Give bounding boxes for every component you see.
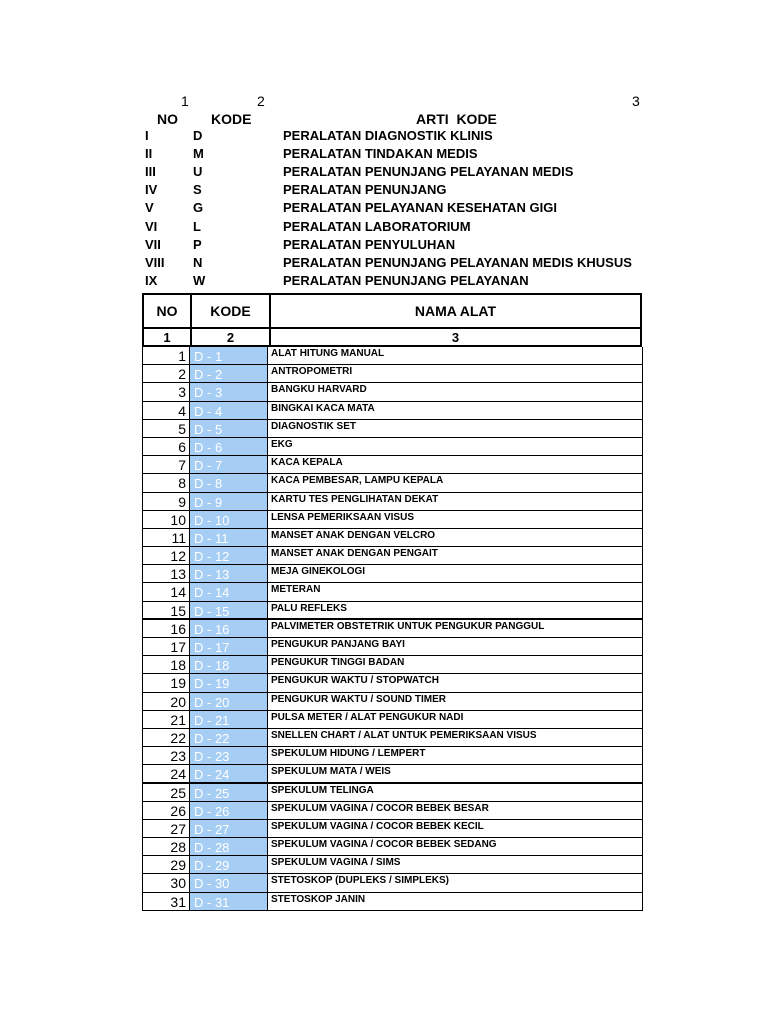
row-code: D - 13 — [190, 565, 267, 583]
row-equipment-name: PENGUKUR TINGGI BADAN — [268, 656, 643, 674]
row-code: D - 10 — [190, 511, 267, 529]
row-number: 7 — [142, 456, 189, 474]
legend-description: PERALATAN PENUNJANG — [283, 182, 447, 198]
row-code: D - 23 — [190, 747, 267, 765]
row-equipment-name: PALU REFLEKS — [268, 602, 643, 620]
row-equipment-name: LENSA PEMERIKSAAN VISUS — [268, 511, 643, 529]
legend-roman: III — [145, 164, 156, 180]
table-row — [142, 656, 643, 674]
row-equipment-name: SPEKULUM VAGINA / COCOR BEBEK BESAR — [268, 802, 643, 820]
legend-row — [0, 200, 768, 218]
legend-description: PERALATAN PELAYANAN KESEHATAN GIGI — [283, 200, 557, 216]
row-number: 9 — [142, 493, 189, 511]
row-number: 28 — [142, 838, 189, 856]
table-row — [142, 420, 643, 438]
legend-roman: VII — [145, 236, 161, 252]
legend-row — [0, 237, 768, 255]
row-code: D - 28 — [190, 838, 267, 856]
legend-header-kode: KODE — [211, 111, 252, 127]
row-number: 23 — [142, 747, 189, 765]
table-row — [142, 820, 643, 838]
table-row — [142, 620, 643, 638]
table-row — [142, 438, 643, 456]
legend-row — [0, 273, 768, 291]
row-number: 18 — [142, 656, 189, 674]
table-row — [142, 493, 643, 511]
legend-description: PERALATAN PENYULUHAN — [283, 236, 456, 252]
row-number: 20 — [142, 693, 189, 711]
legend-description: PERALATAN LABORATORIUM — [283, 218, 471, 234]
row-code: D - 2 — [190, 365, 267, 383]
row-code: D - 3 — [190, 383, 267, 401]
row-equipment-name: STETOSKOP (DUPLEKS / SIMPLEKS) — [268, 874, 643, 892]
row-number: 14 — [142, 583, 189, 601]
table-row — [142, 402, 643, 420]
row-code: D - 26 — [190, 802, 267, 820]
legend-row — [0, 182, 768, 200]
row-number: 31 — [142, 893, 189, 911]
table-row — [142, 856, 643, 874]
row-number: 26 — [142, 802, 189, 820]
table-row — [142, 347, 643, 365]
row-equipment-name: PENGUKUR PANJANG BAYI — [268, 638, 643, 656]
legend-code: G — [193, 200, 204, 216]
table-row — [142, 784, 643, 802]
row-code: D - 18 — [190, 656, 267, 674]
row-number: 25 — [142, 784, 189, 802]
row-code: D - 5 — [190, 420, 267, 438]
table-row — [142, 383, 643, 401]
table-row — [142, 729, 643, 747]
row-equipment-name: KACA PEMBESAR, LAMPU KEPALA — [268, 474, 643, 492]
row-equipment-name: BANGKU HARVARD — [268, 383, 643, 401]
legend-row — [0, 164, 768, 182]
legend-code: S — [193, 182, 202, 198]
legend-roman: VIII — [145, 254, 165, 270]
row-code: D - 15 — [190, 602, 267, 620]
table-row — [142, 674, 643, 692]
row-equipment-name: PENGUKUR WAKTU / STOPWATCH — [268, 674, 643, 692]
legend-code: N — [193, 254, 203, 270]
row-number: 3 — [142, 383, 189, 401]
table-row — [142, 565, 643, 583]
legend-roman: II — [145, 146, 153, 162]
row-code: D - 29 — [190, 856, 267, 874]
legend-description: PERALATAN PENUNJANG PELAYANAN MEDIS — [283, 164, 574, 180]
row-equipment-name: KARTU TES PENGLIHATAN DEKAT — [268, 493, 643, 511]
table-row — [142, 747, 643, 765]
row-divider — [142, 910, 643, 911]
row-code: D - 4 — [190, 402, 267, 420]
row-equipment-name: SPEKULUM HIDUNG / LEMPERT — [268, 747, 643, 765]
row-code: D - 1 — [190, 347, 267, 365]
legend-code: U — [193, 164, 203, 180]
row-equipment-name: SNELLEN CHART / ALAT UNTUK PEMERIKSAAN VISUS — [268, 729, 643, 747]
row-number: 17 — [142, 638, 189, 656]
row-number: 27 — [142, 820, 189, 838]
legend-row — [0, 146, 768, 164]
row-equipment-name: SPEKULUM VAGINA / COCOR BEBEK KECIL — [268, 820, 643, 838]
row-number: 11 — [142, 529, 189, 547]
column-number-2: 2 — [257, 93, 265, 109]
row-equipment-name: METERAN — [268, 583, 643, 601]
legend-row — [0, 128, 768, 146]
row-equipment-name: PALVIMETER OBSTETRIK UNTUK PENGUKUR PANGGUL — [268, 620, 643, 638]
legend-header-no: NO — [157, 111, 178, 127]
row-equipment-name: SPEKULUM VAGINA / SIMS — [268, 856, 643, 874]
row-equipment-name: MANSET ANAK DENGAN VELCRO — [268, 529, 643, 547]
row-equipment-name: ALAT HITUNG MANUAL — [268, 347, 643, 365]
legend-code: W — [193, 272, 206, 288]
row-equipment-name: BINGKAI KACA MATA — [268, 402, 643, 420]
row-number: 5 — [142, 420, 189, 438]
table-subheader-kode: 2 — [226, 329, 235, 345]
row-number: 19 — [142, 674, 189, 692]
row-equipment-name: KACA KEPALA — [268, 456, 643, 474]
legend-description: PERALATAN DIAGNOSTIK KLINIS — [283, 128, 493, 143]
row-code: D - 25 — [190, 784, 267, 802]
legend-description: PERALATAN TINDAKAN MEDIS — [283, 146, 478, 162]
table-row — [142, 711, 643, 729]
row-equipment-name: EKG — [268, 438, 643, 456]
row-code: D - 14 — [190, 583, 267, 601]
row-number: 13 — [142, 565, 189, 583]
table-row — [142, 874, 643, 892]
row-code: D - 17 — [190, 638, 267, 656]
table-row — [142, 893, 643, 911]
row-code: D - 31 — [190, 893, 267, 911]
row-equipment-name: ANTROPOMETRI — [268, 365, 643, 383]
row-equipment-name: MANSET ANAK DENGAN PENGAIT — [268, 547, 643, 565]
legend-code: M — [193, 146, 204, 162]
table-row — [142, 511, 643, 529]
table-header-kode: KODE — [210, 303, 251, 319]
legend-code: L — [193, 218, 201, 234]
row-code: D - 30 — [190, 874, 267, 892]
row-code: D - 9 — [190, 493, 267, 511]
row-equipment-name: MEJA GINEKOLOGI — [268, 565, 643, 583]
row-code: D - 24 — [190, 765, 267, 783]
table-row — [142, 693, 643, 711]
table-row — [142, 529, 643, 547]
row-number: 22 — [142, 729, 189, 747]
row-equipment-name: PULSA METER / ALAT PENGUKUR NADI — [268, 711, 643, 729]
legend-roman: I — [145, 128, 149, 143]
legend-code: D — [193, 128, 203, 143]
table-header — [142, 293, 642, 347]
legend-roman: V — [145, 200, 154, 216]
row-equipment-name: STETOSKOP JANIN — [268, 893, 643, 911]
row-number: 4 — [142, 402, 189, 420]
row-number: 24 — [142, 765, 189, 783]
legend-roman: IX — [145, 272, 158, 288]
column-number-1: 1 — [181, 93, 189, 109]
row-equipment-name: SPEKULUM MATA / WEIS — [268, 765, 643, 783]
row-equipment-name: SPEKULUM VAGINA / COCOR BEBEK SEDANG — [268, 838, 643, 856]
row-number: 21 — [142, 711, 189, 729]
row-number: 29 — [142, 856, 189, 874]
table-row — [142, 802, 643, 820]
legend-description: PERALATAN PENUNJANG PELAYANAN MEDIS KHUSUS — [283, 254, 632, 270]
table-row — [142, 474, 643, 492]
table-row — [142, 456, 643, 474]
legend-row — [0, 219, 768, 237]
legend-code: P — [193, 236, 202, 252]
table-header-nama: NAMA ALAT — [414, 303, 497, 319]
row-number: 16 — [142, 620, 189, 638]
row-number: 6 — [142, 438, 189, 456]
row-code: D - 7 — [190, 456, 267, 474]
row-code: D - 8 — [190, 474, 267, 492]
row-code: D - 19 — [190, 674, 267, 692]
row-number: 12 — [142, 547, 189, 565]
table-row — [142, 838, 643, 856]
row-number: 1 — [142, 347, 189, 365]
row-number: 15 — [142, 602, 189, 620]
row-number: 2 — [142, 365, 189, 383]
equipment-table-body — [142, 347, 643, 911]
legend-roman: VI — [145, 218, 158, 234]
table-subheader-no: 1 — [163, 329, 171, 345]
table-header-no: NO — [156, 303, 178, 319]
legend-row — [0, 255, 768, 273]
table-row — [142, 365, 643, 383]
row-code: D - 20 — [190, 693, 267, 711]
legend-header-arti-kode: ARTI KODE — [416, 111, 497, 127]
row-code: D - 22 — [190, 729, 267, 747]
legend-roman: IV — [145, 182, 158, 198]
row-code: D - 16 — [190, 620, 267, 638]
row-number: 8 — [142, 474, 189, 492]
row-equipment-name: DIAGNOSTIK SET — [268, 420, 643, 438]
row-code: D - 27 — [190, 820, 267, 838]
row-equipment-name: SPEKULUM TELINGA — [268, 784, 643, 802]
row-code: D - 11 — [190, 529, 267, 547]
row-code: D - 21 — [190, 711, 267, 729]
table-row — [142, 638, 643, 656]
row-number: 30 — [142, 874, 189, 892]
table-row — [142, 602, 643, 620]
table-row — [142, 583, 643, 601]
row-equipment-name: PENGUKUR WAKTU / SOUND TIMER — [268, 693, 643, 711]
table-subheader-nama: 3 — [451, 329, 460, 345]
legend-description: PERALATAN PENUNJANG PELAYANAN — [283, 272, 529, 288]
column-number-3: 3 — [632, 93, 640, 109]
row-code: D - 6 — [190, 438, 267, 456]
row-number: 10 — [142, 511, 189, 529]
row-code: D - 12 — [190, 547, 267, 565]
table-row — [142, 547, 643, 565]
table-row — [142, 765, 643, 783]
